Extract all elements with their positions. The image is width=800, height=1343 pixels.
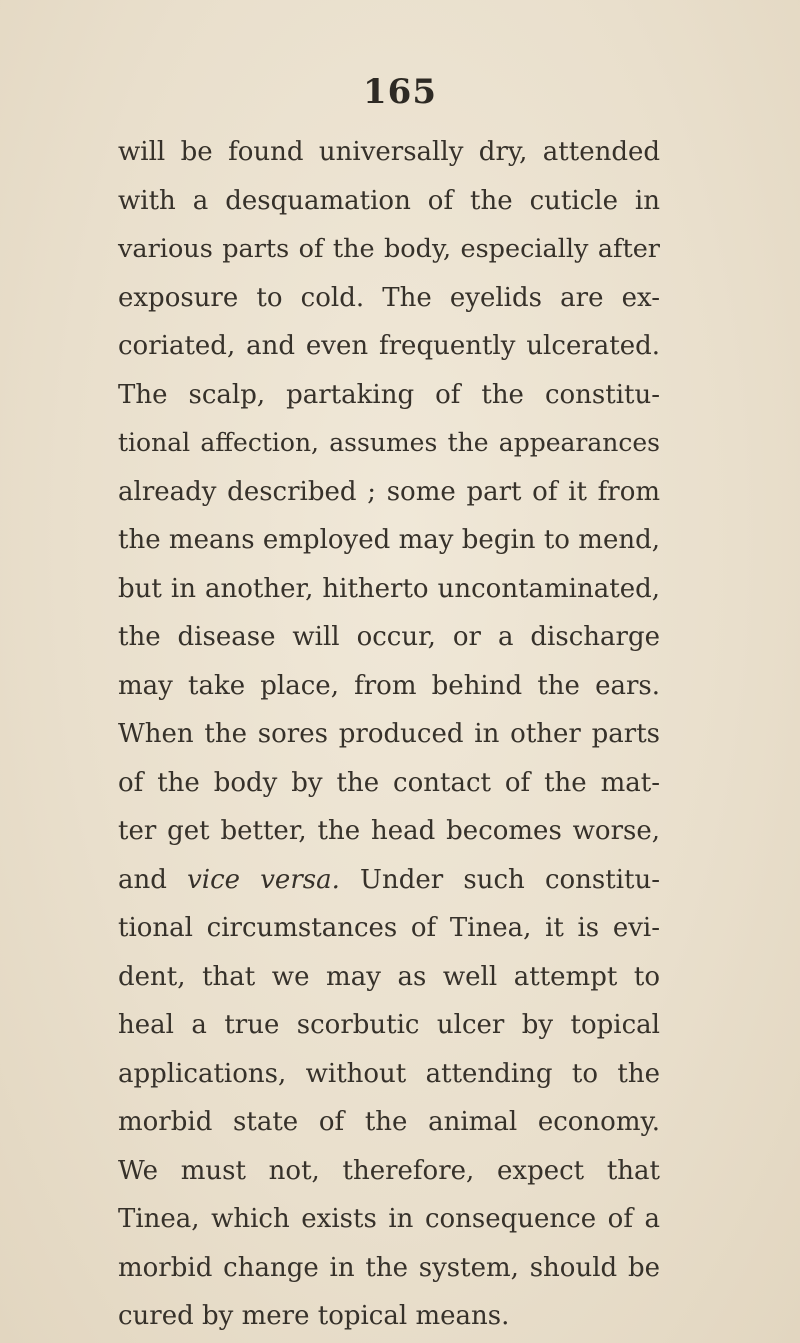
body-text (118, 128, 660, 1341)
text-line: We must not, therefore, expect that (118, 1155, 660, 1186)
text-line: Tinea, which exists in consequence of a (118, 1204, 660, 1234)
text-line: applications, without attending to the (118, 1058, 660, 1089)
italic-phrase: vice versa. (187, 864, 340, 895)
text-line: dent, that we may as well attempt to (118, 961, 660, 992)
text-line: of the body by the contact of the mat- (118, 767, 660, 798)
text-line: exposure to cold. The eyelids are ex- (118, 282, 660, 313)
text-line: may take place, from behind the ears. (118, 670, 660, 701)
page-number: 165 (363, 72, 437, 112)
text-line: with a desquamation of the cuticle in (118, 185, 660, 216)
text-line-with-italic (118, 856, 660, 905)
text-segment: and (118, 864, 188, 895)
text-line: but in another, hitherto uncontaminated, (118, 573, 660, 604)
text-line: tional affection, assumes the appearances (118, 428, 660, 457)
text-line: will be found universally dry, attended (118, 137, 660, 167)
text-line: The scalp, partaking of the constitu- (118, 379, 660, 410)
text-line: coriated, and even frequently ulcerated. (118, 331, 660, 361)
text-line: heal a true scorbutic ulcer by topical (118, 1010, 660, 1040)
text-line: morbid state of the animal economy. (118, 1107, 660, 1137)
text-line: When the sores produced in other parts (118, 719, 660, 749)
text-line: already described ; some part of it from (118, 476, 660, 507)
text-line: ter get better, the head becomes worse, (118, 816, 660, 846)
text-line: cured by mere topical means. (118, 1301, 510, 1331)
text-line: morbid change in the system, should be (118, 1252, 660, 1283)
text-line: the means employed may begin to mend, (118, 525, 660, 555)
text-line: tional circumstances of Tinea, it is evi- (118, 913, 660, 943)
text-line: various parts of the body, especially after (118, 234, 660, 264)
text-segment: Under such constitu- (339, 864, 660, 895)
text-line: the disease will occur, or a discharge (118, 622, 660, 652)
